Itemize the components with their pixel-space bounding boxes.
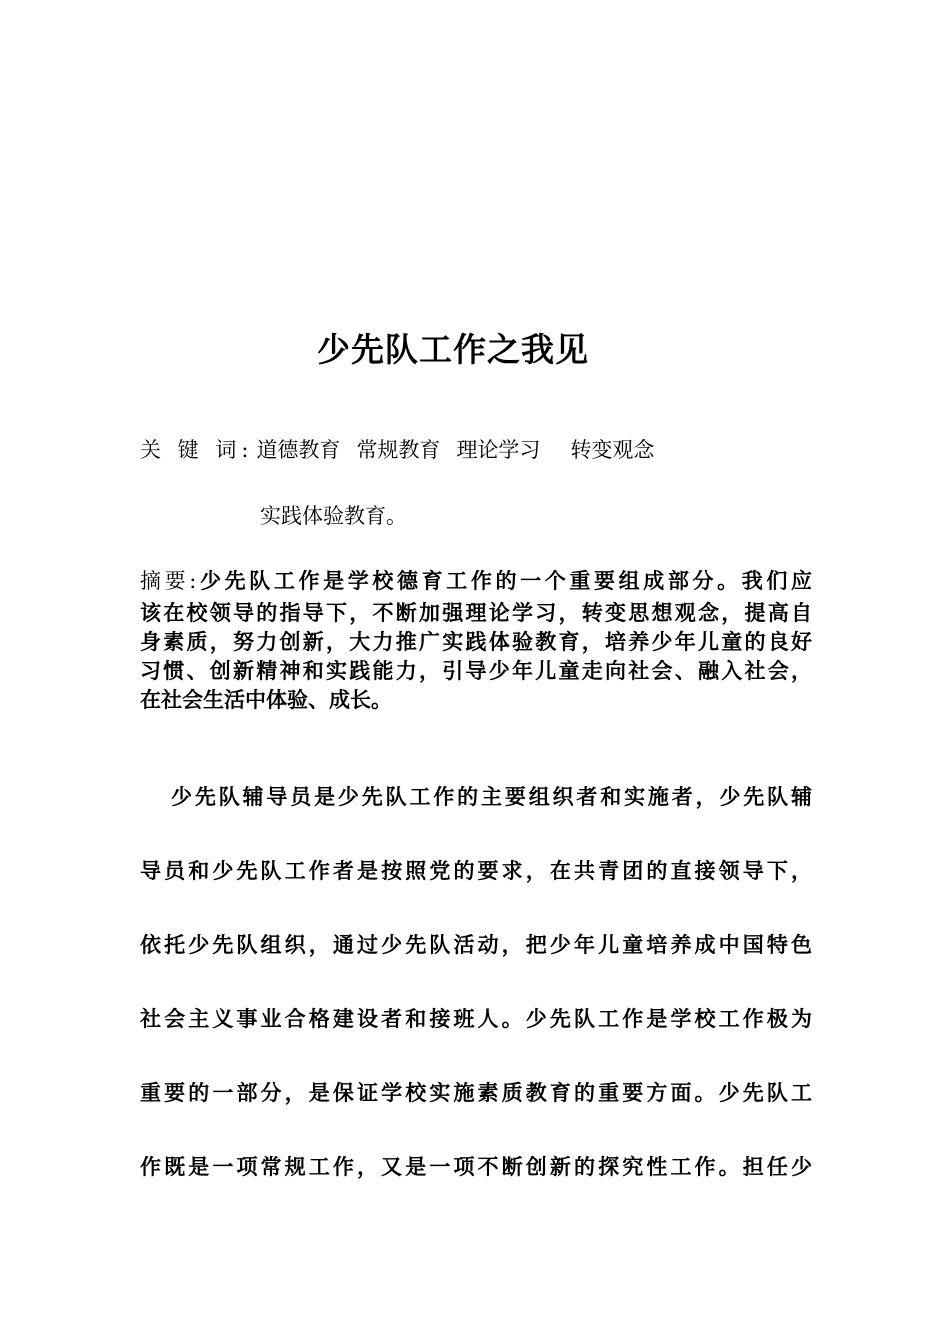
abstract-line: 身素质，努力创新，大力推广实践体验教育，培养少年儿童的良好 xyxy=(140,629,812,654)
keyword-item: 常规教育 xyxy=(356,438,441,462)
keywords-label: 关 键 词 xyxy=(140,438,242,462)
abstract-line: 在社会生活中体验、成长。 xyxy=(140,687,392,712)
body-line: 社会主义事业合格建设者和接班人。少先队工作是学校工作极为 xyxy=(140,1006,812,1031)
keyword-item: 理论学习 xyxy=(456,438,541,462)
body-line: 作既是一项常规工作，又是一项不断创新的探究性工作。担任少 xyxy=(140,1154,812,1179)
body-line: 依托少先队组织，通过少先队活动，把少年儿童培养成中国特色 xyxy=(140,932,812,957)
abstract-line: 习惯、创新精神和实践能力，引导少年儿童走向社会、融入社会， xyxy=(140,658,812,683)
body-paragraph xyxy=(140,780,812,1224)
abstract-text: 少先队工作是学校德育工作的一个重要组成部分。我们应 xyxy=(196,568,813,593)
document-title: 少先队工作之我见 xyxy=(317,330,589,369)
abstract-block xyxy=(140,566,812,714)
abstract-label: 摘要: xyxy=(140,569,197,593)
body-line: 重要的一部分，是保证学校实施素质教育的重要方面。少先队工 xyxy=(140,1080,812,1105)
body-line: 少先队辅导员是少先队工作的主要组织者和实施者，少先队辅 xyxy=(171,784,812,809)
abstract-line xyxy=(140,566,812,596)
keywords-line xyxy=(140,434,670,464)
body-line: 导员和少先队工作者是按照党的要求，在共青团的直接领导下， xyxy=(140,858,812,883)
keywords-continuation: 实践体验教育。 xyxy=(260,504,407,528)
abstract-line: 该在校领导的指导下，不断加强理论学习，转变思想观念，提高自 xyxy=(140,600,812,625)
keywords-colon: : xyxy=(241,438,249,462)
keyword-item: 转变观念 xyxy=(570,438,655,462)
keyword-item: 道德教育 xyxy=(256,438,341,462)
